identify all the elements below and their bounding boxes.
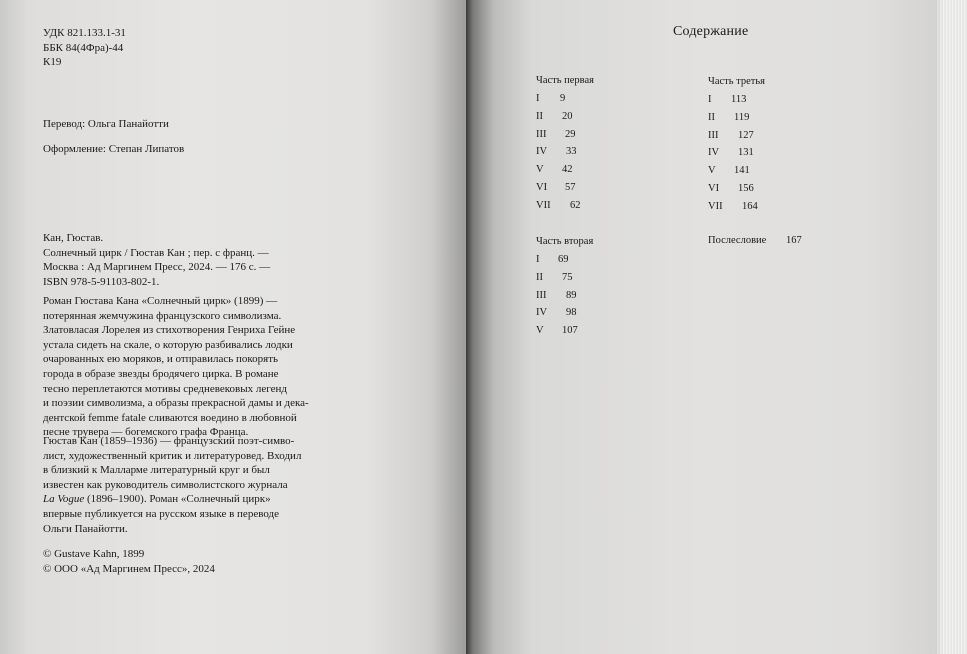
annotation-line: города в образе звезды бродячего цирка. В романе [43, 367, 279, 380]
chapter-page: 119 [734, 111, 750, 123]
page-edges [934, 0, 967, 654]
chapter-roman: VII [708, 200, 723, 212]
toc-entry [708, 129, 765, 147]
annotation-line: Роман Гюстава Кана «Солнечный цирк» (1899) — [43, 295, 278, 307]
chapter-page: 127 [738, 129, 754, 141]
chapter-roman: V [536, 164, 544, 176]
catalog-codes [43, 26, 126, 70]
chapter-roman: I [708, 94, 712, 105]
chapter-page: 113 [731, 94, 747, 105]
bio-line: Гюстав Кан (1859–1936) — французский поэт-симво- [43, 435, 295, 447]
toc-entry [536, 110, 594, 128]
chapter-page: 98 [566, 307, 577, 319]
chapter-page: 33 [566, 146, 577, 158]
bio-line: известен как руководитель символистского журнала [43, 478, 288, 491]
chapter-page: 9 [560, 93, 566, 104]
chapter-roman: V [708, 165, 716, 177]
biblio-line: Кан, Гюстав. [43, 232, 104, 244]
toc-title: Содержание [673, 24, 749, 39]
chapter-page: 20 [562, 110, 573, 122]
author-sign: К19 [43, 56, 62, 69]
toc-part-3 [708, 75, 765, 218]
toc-entry [536, 181, 594, 199]
annotation-line: и поэзии символизма, а образы прекрасной дамы и дека- [43, 397, 309, 410]
toc-entry [708, 164, 765, 182]
journal-title: La Vogue [43, 493, 85, 506]
bio-line: Ольги Панайотти. [43, 522, 128, 535]
copyright-line: © Gustave Kahn, 1899 [43, 548, 145, 560]
toc-entry [708, 182, 765, 200]
author-bio [43, 434, 301, 536]
bio-line: впервые публикуется на русском языке в переводе [43, 507, 279, 520]
chapter-roman: VII [536, 199, 551, 211]
afterword-label: Послесловие [708, 235, 767, 246]
toc-entry [536, 145, 594, 163]
isbn: ISBN 978-5-91103-802-1. [43, 275, 160, 288]
bio-line [43, 492, 301, 507]
afterword-entry [708, 235, 802, 246]
toc-entry [536, 253, 593, 271]
annotation-line: Златовласая Лорелея из стихотворения Генриха Гейне [43, 324, 296, 337]
chapter-roman: III [708, 129, 719, 141]
toc-entry [708, 200, 765, 218]
chapter-page: 156 [738, 182, 754, 194]
biblio-line: Солнечный цирк / Гюстав Кан ; пер. с франц. — [43, 246, 269, 259]
bibliographic-record [43, 231, 270, 289]
chapter-page: 29 [565, 128, 576, 140]
copyright [43, 547, 215, 576]
toc-entry [536, 324, 593, 342]
bio-line: в близкий к Малларме литературный круг и был [43, 464, 270, 477]
toc-entry [536, 128, 594, 146]
chapter-page: 75 [562, 271, 573, 283]
chapter-roman: I [536, 254, 540, 265]
toc-entry [536, 163, 594, 181]
annotation-line: потерянная жемчужина французского символизма. [43, 309, 282, 322]
annotation-line: устала сидеть на скале, о которую разбивались лодки [43, 338, 293, 351]
toc-entry [708, 111, 765, 129]
chapter-page: 164 [742, 200, 758, 212]
toc-entry [536, 92, 594, 110]
part-title: Часть первая [536, 75, 594, 86]
annotation-line: песне трувера — богемского графа Франца. [43, 426, 249, 439]
part-title: Часть третья [708, 76, 765, 87]
toc-entry [536, 289, 593, 307]
toc-entry [536, 306, 593, 324]
toc-part-1 [536, 74, 594, 217]
bio-line: лист, художественный критик и литературовед. Входил [43, 449, 302, 462]
annotation [43, 294, 309, 440]
chapter-page: 107 [562, 325, 578, 337]
annotation-line: дентской femme fatale сливаются воедино в любовной [43, 411, 297, 424]
biblio-line: Москва : Ад Маргинем Пресс, 2024. — 176 с. — [43, 261, 271, 274]
chapter-roman: VI [536, 181, 548, 193]
chapter-roman: II [708, 111, 715, 123]
chapter-roman: II [536, 110, 543, 122]
toc-entry [536, 271, 593, 289]
bbk-code: ББК 84(4Фра)-44 [43, 41, 124, 54]
toc-entry [708, 93, 765, 111]
chapter-roman: V [536, 325, 544, 337]
annotation-line: тесно переплетаются мотивы средневековых легенд [43, 382, 287, 395]
designer-credit: Оформление: Степан Липатов [43, 143, 185, 155]
annotation-line: очарованных ею моряков, и отправилась покорять [43, 353, 279, 366]
chapter-roman: IV [536, 307, 548, 319]
toc-part-2 [536, 235, 593, 342]
chapter-roman: II [536, 271, 543, 283]
chapter-page: 141 [734, 165, 750, 177]
toc-entry [536, 199, 594, 217]
chapter-roman: IV [536, 146, 548, 158]
chapter-page: 57 [565, 181, 576, 193]
chapter-roman: III [536, 289, 547, 301]
chapter-roman: IV [708, 147, 720, 159]
bio-line-rest: (1896–1900). Роман «Солнечный цирк» [84, 493, 271, 506]
toc-entry [708, 146, 765, 164]
udk-code: УДК 821.133.1-31 [43, 27, 126, 39]
chapter-roman: I [536, 93, 540, 104]
part-title: Часть вторая [536, 236, 594, 247]
afterword-page: 167 [786, 235, 802, 246]
chapter-page: 42 [562, 164, 573, 176]
chapter-page: 131 [738, 147, 754, 159]
chapter-page: 62 [570, 199, 581, 211]
chapter-roman: III [536, 128, 547, 140]
chapter-page: 69 [558, 254, 569, 265]
translator-credit: Перевод: Ольга Панайотти [43, 118, 169, 130]
chapter-page: 89 [566, 289, 577, 301]
copyright-line: © ООО «Ад Маргинем Пресс», 2024 [43, 562, 215, 575]
chapter-roman: VI [708, 182, 720, 194]
